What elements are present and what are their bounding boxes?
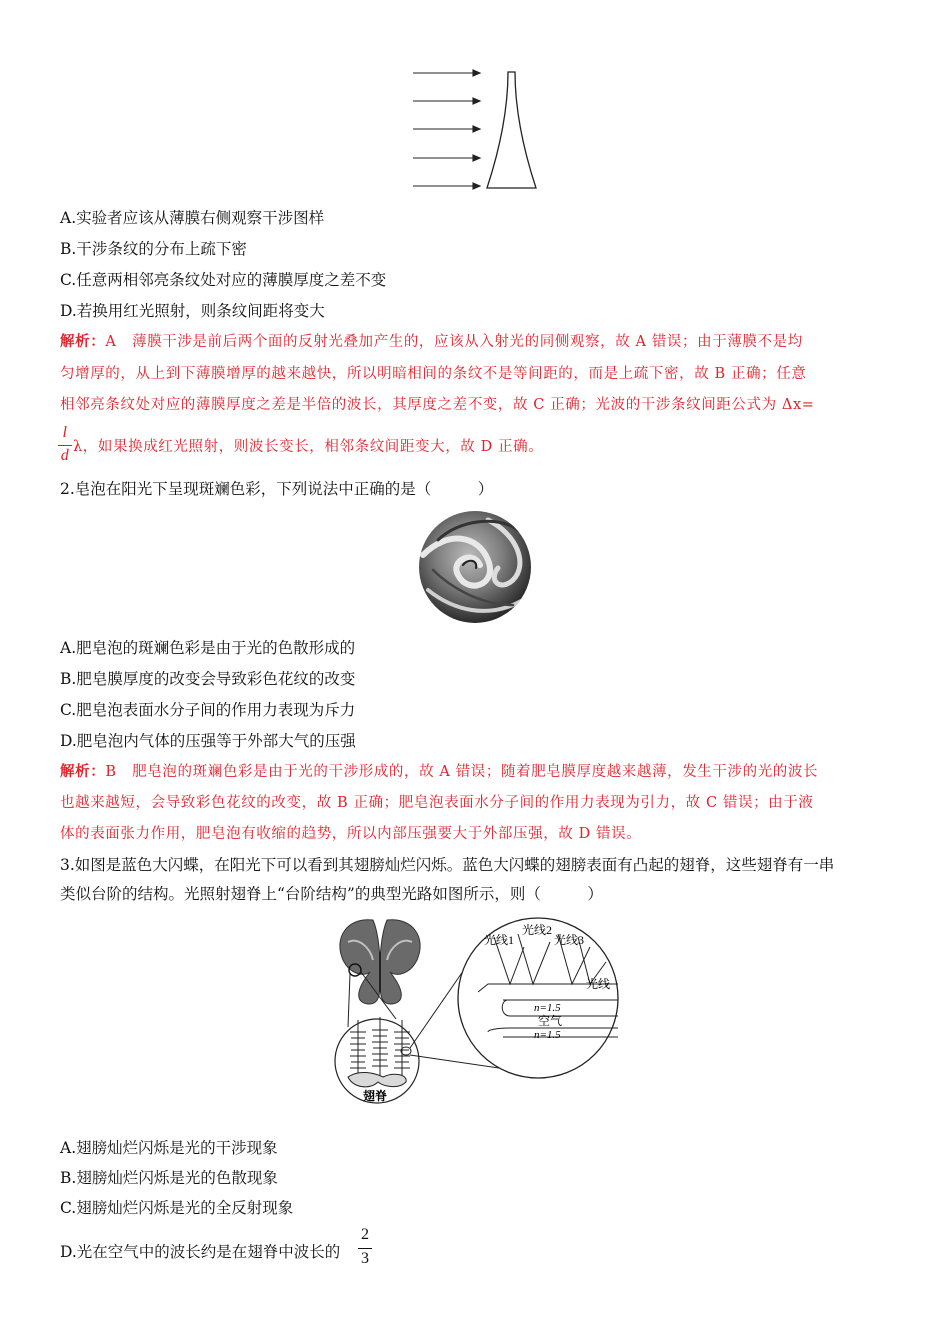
q2-option-b: B.肥皂膜厚度的改变会导致彩色花纹的改变	[60, 670, 356, 688]
thin-film-figure	[405, 64, 545, 194]
q1-analysis-line-1	[60, 332, 803, 352]
analysis-label: 解析：	[60, 333, 106, 350]
ray-3-label: 光线3	[554, 933, 585, 947]
fraction-bar	[58, 445, 72, 446]
ray-1-label: 光线1	[484, 933, 515, 947]
q1-fraction	[58, 424, 72, 468]
q2-analysis-line-2: 也越来越短，会导致彩色花纹的改变，故 B 正确；肥皂泡表面水分子间的作用力表现为引力，故 C 错误；由于液	[60, 795, 814, 811]
fraction-numerator: l	[62, 424, 68, 441]
analysis-text: 肥皂泡的斑斓色彩是由于光的干涉形成的，故 A 错误；随着肥皂膜厚度越来越薄，发生干涉的光的波长	[132, 764, 819, 780]
fraction-bar	[358, 1248, 372, 1249]
q1-option-b: B.干涉条纹的分布上疏下密	[60, 240, 247, 258]
refractive-index-top: n=1.5	[534, 1002, 561, 1014]
q1-option-a: A.实验者应该从薄膜右侧观察干涉图样	[60, 209, 325, 227]
ray-4-label: 光线	[586, 977, 611, 991]
q3-option-c: C.翅膀灿烂闪烁是光的全反射现象	[60, 1199, 294, 1217]
q1-analysis-line-2: 匀增厚的，从上到下薄膜增厚的越来越快，所以明暗相间的条纹不是等间距的，而是上疏下密，故 B 正确；任意	[60, 366, 807, 382]
fraction-numerator: 2	[361, 1226, 369, 1243]
fraction-denominator: 3	[361, 1250, 369, 1267]
analysis-label: 解析：	[60, 763, 106, 780]
butterfly-image	[340, 920, 420, 1004]
q2-option-d: D.肥皂泡内气体的压强等于外部大气的压强	[60, 732, 356, 750]
q3-option-a: A.翅膀灿烂闪烁是光的干涉现象	[60, 1139, 278, 1157]
q1-option-c: C.任意两相邻亮条纹处对应的薄膜厚度之差不变	[60, 271, 387, 289]
ridge-label: 翅脊	[363, 1089, 388, 1103]
refractive-index-bottom: n=1.5	[534, 1029, 561, 1041]
q3-option-d: D.光在空气中的波长约是在翅脊中波长的	[60, 1243, 341, 1261]
q2-option-a: A.肥皂泡的斑斓色彩是由于光的色散形成的	[60, 639, 356, 657]
q2-stem: 2.皂泡在阳光下呈现斑斓色彩，下列说法中正确的是（ ）	[60, 480, 494, 498]
analysis-answer: A	[105, 334, 117, 350]
analysis-answer: B	[105, 764, 117, 780]
q1-analysis-line-4: λ，如果换成红光照射，则波长变长，相邻条纹间距变大，故 D 正确。	[73, 439, 544, 455]
q1-option-d: D.若换用红光照射，则条纹间距将变大	[60, 302, 325, 320]
q1-analysis-line-3: 相邻亮条纹处对应的薄膜厚度之差是半倍的波长，其厚度之差不变，故 C 正确；光波的干涉条纹间距公式为 Δx=	[60, 397, 815, 413]
q2-option-c: C.肥皂泡表面水分子间的作用力表现为斥力	[60, 701, 356, 719]
fraction-denominator: d	[60, 447, 70, 464]
q3-stem-line-2: 类似台阶的结构。光照射翅脊上“台阶结构”的典型光路如图所示，则（ ）	[60, 885, 603, 903]
butterfly-ridge-figure	[328, 912, 628, 1117]
air-label: 空气	[538, 1014, 563, 1028]
analysis-text: 薄膜干涉是前后两个面的反射光叠加产生的，应该从入射光的同侧观察，故 A 错误；由于薄膜不是均	[132, 334, 803, 350]
q3-option-b: B.翅膀灿烂闪烁是光的色散现象	[60, 1169, 278, 1187]
q3-stem-line-1: 3.如图是蓝色大闪蝶，在阳光下可以看到其翅膀灿烂闪烁。蓝色大闪蝶的翅膀表面有凸起的翅脊，这些翅脊有一串	[60, 856, 835, 874]
ray-2-label: 光线2	[522, 923, 553, 937]
q2-analysis-line-3: 体的表面张力作用，肥皂泡有收缩的趋势，所以内部压强要大于外部压强，故 D 错误。	[60, 826, 642, 842]
q2-analysis-line-1	[60, 762, 818, 782]
soap-bubble-image	[418, 510, 532, 624]
q3-option-d-fraction	[357, 1226, 373, 1272]
